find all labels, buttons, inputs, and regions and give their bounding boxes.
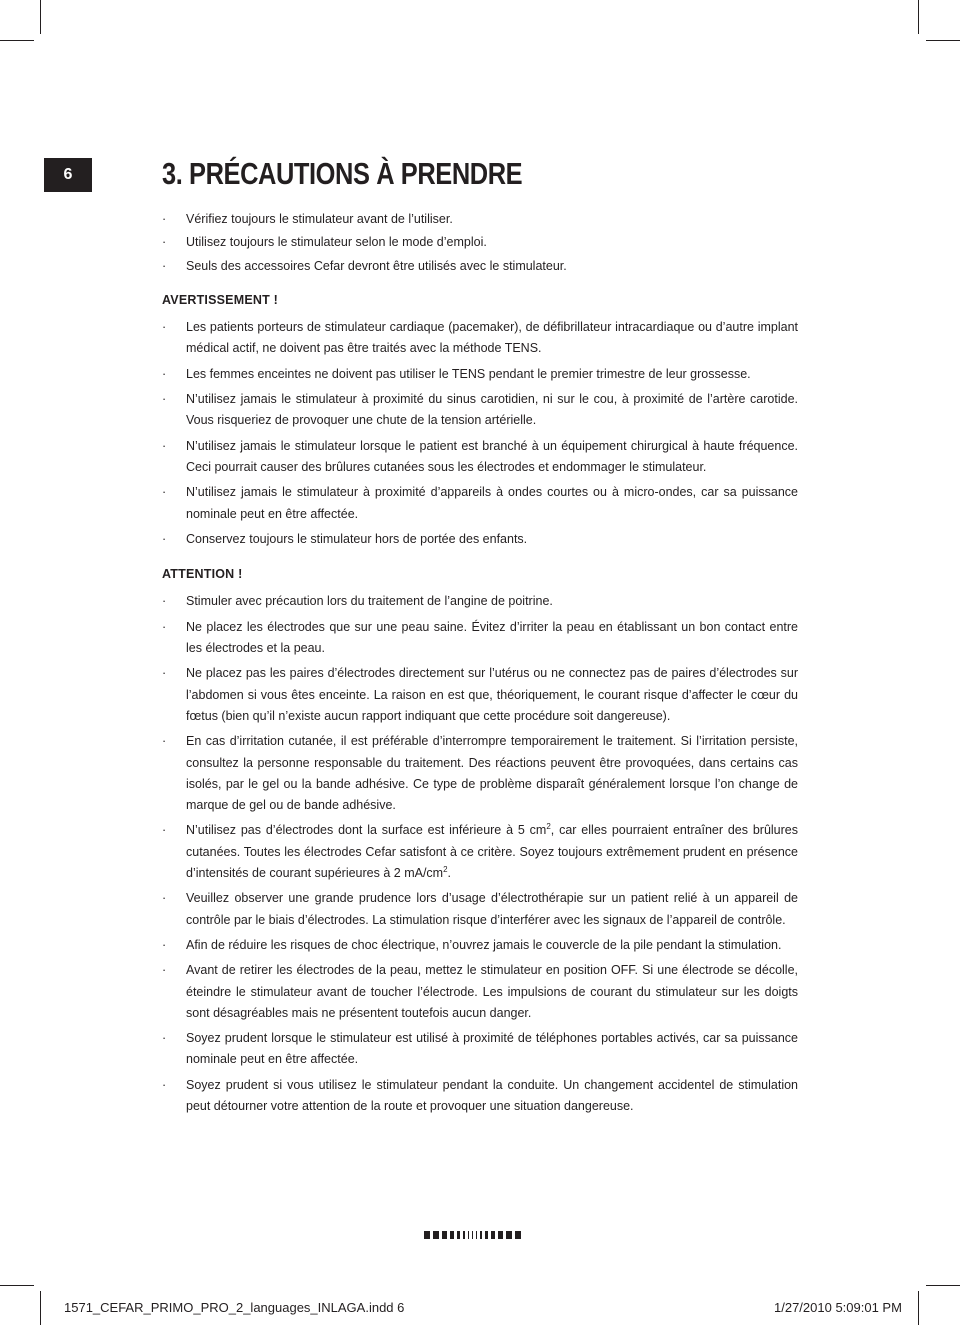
document-body [162, 209, 798, 1117]
registration-bar [472, 1231, 473, 1239]
list-item [162, 820, 798, 884]
list-item: · Veuillez observer une grande prudence lors d’usage d’électrothérapie sur un patient relié à un appareil de contrôle par le biais d’électrodes. La stimulation risque d’interférer avec les signaux de l’appareil de contrôle. [162, 888, 798, 931]
registration-bar [506, 1231, 512, 1239]
crop-mark [40, 0, 41, 34]
crop-mark [918, 1291, 919, 1325]
registration-bar [491, 1231, 495, 1239]
crop-mark [0, 40, 34, 41]
attention-label: ATTENTION ! [162, 567, 243, 582]
list-item: · Stimuler avec précaution lors du traitement de l’angine de poitrine. [162, 591, 798, 612]
registration-bar [442, 1231, 447, 1239]
registration-bar [468, 1231, 469, 1239]
print-registration-bars [424, 1231, 521, 1239]
list-item: · Vérifiez toujours le stimulateur avant de l’utiliser. [162, 209, 798, 230]
list-item: · Ne placez pas les paires d’électrodes directement sur l’utérus ou ne connectez pas de paires d’électrodes sur l’abdomen si vous êtes enceinte. La raison en est que, théoriquement, le courant risque d’affecter le cœur du fœtus (bien qu’il n’existe aucun rapport indiquant que cette procédure soit dangereuse). [162, 663, 798, 727]
registration-bar [485, 1231, 488, 1239]
list-item: · Avant de retirer les électrodes de la peau, mettez le stimulateur en position OFF. Si une électrode se décolle, éteindre le stimulateur avant de toucher l’électrode. Les impulsions de courant du stimulateur sur les doigts sont désagréables mais ne présentent toutefois aucun danger. [162, 960, 798, 1024]
registration-bar [476, 1231, 477, 1239]
text-segment: . [447, 866, 452, 881]
registration-bar [498, 1231, 503, 1239]
list-item: · N’utilisez jamais le stimulateur à proximité d’appareils à ondes courtes ou à micro-ondes, car sa puissance nominale peut en être affectée. [162, 482, 798, 525]
list-item: · Seuls des accessoires Cefar devront être utilisés avec le stimulateur. [162, 256, 798, 277]
text-segment: N’utilisez pas d’électrodes dont la surface est inférieure à 5 cm [186, 823, 547, 838]
superscript: 2 [443, 864, 448, 874]
list-item: · Soyez prudent si vous utilisez le stimulateur pendant la conduite. Un changement accidentel de stimulation peut détourner votre attention de la route et provoquer une situation dangereuse. [162, 1075, 798, 1118]
warning-label: AVERTISSEMENT ! [162, 292, 278, 307]
text-segment: , car elles pourraient entraîner des brûlures cutanées. Toutes les électrodes Cefar satisfont à ce critère. Soyez toujours extrêmement prudent en présence d’intensités de courant supérieures à 2 mA/cm [186, 823, 798, 881]
registration-bar [424, 1231, 430, 1239]
list-item: · Utilisez toujours le stimulateur selon le mode d’emploi. [162, 232, 798, 253]
list-item: · N’utilisez jamais le stimulateur à proximité du sinus carotidien, ni sur le cou, à proximité de l’artère carotide. Vous risqueriez de provoquer une chute de la tension artérielle. [162, 389, 798, 432]
registration-bar [433, 1231, 439, 1239]
crop-mark [926, 40, 960, 41]
registration-bar [450, 1231, 454, 1239]
footer-timestamp: 1/27/2010 5:09:01 PM [774, 1300, 902, 1315]
page-title: 3. PRÉCAUTIONS À PRENDRE [162, 156, 523, 191]
list-item: · En cas d’irritation cutanée, il est préférable d’interrompre temporairement le traitement. Si l’irritation persiste, consultez la personne responsable du traitement. Des réactions peuvent être provoquées, dans certains cas isolés, par le gel ou la bande adhésive. Ce type de problème disparaît généralement lorsque l’on change de marque de gel ou de bande adhésive. [162, 731, 798, 816]
attention-list [162, 591, 798, 1117]
list-item: · Afin de réduire les risques de choc électrique, n’ouvrez jamais le couvercle de la pile pendant la stimulation. [162, 935, 798, 956]
list-item: · Ne placez les électrodes que sur une peau saine. Évitez d’irriter la peau en établissant un bon contact entre les électrodes et la peau. [162, 617, 798, 660]
list-item: · Les patients porteurs de stimulateur cardiaque (pacemaker), de défibrillateur intracardiaque ou d’autre implant médical actif, ne doivent pas être traités avec la méthode TENS. [162, 317, 798, 360]
crop-mark [0, 1285, 34, 1286]
registration-bar [480, 1231, 482, 1239]
superscript: 2 [546, 822, 551, 832]
registration-bar [457, 1231, 460, 1239]
crop-mark [40, 1291, 41, 1325]
crop-mark [918, 0, 919, 34]
list-item: · N’utilisez jamais le stimulateur lorsque le patient est branché à un équipement chirurgical à haute fréquence. Ceci pourrait causer des brûlures cutanées sous les électrodes et endommager le stimulateur. [162, 436, 798, 479]
page-number: 6 [44, 158, 92, 192]
crop-mark [926, 1285, 960, 1286]
list-item: · Conservez toujours le stimulateur hors de portée des enfants. [162, 529, 798, 550]
intro-list [162, 209, 798, 277]
registration-bar [515, 1231, 521, 1239]
warning-list [162, 317, 798, 550]
registration-bar [463, 1231, 465, 1239]
list-item: · Les femmes enceintes ne doivent pas utiliser le TENS pendant le premier trimestre de leur grossesse. [162, 364, 798, 385]
footer-filename: 1571_CEFAR_PRIMO_PRO_2_languages_INLAGA.indd 6 [64, 1300, 405, 1315]
list-item: · Soyez prudent lorsque le stimulateur est utilisé à proximité de téléphones portables activés, car sa puissance nominale peut en être affectée. [162, 1028, 798, 1071]
